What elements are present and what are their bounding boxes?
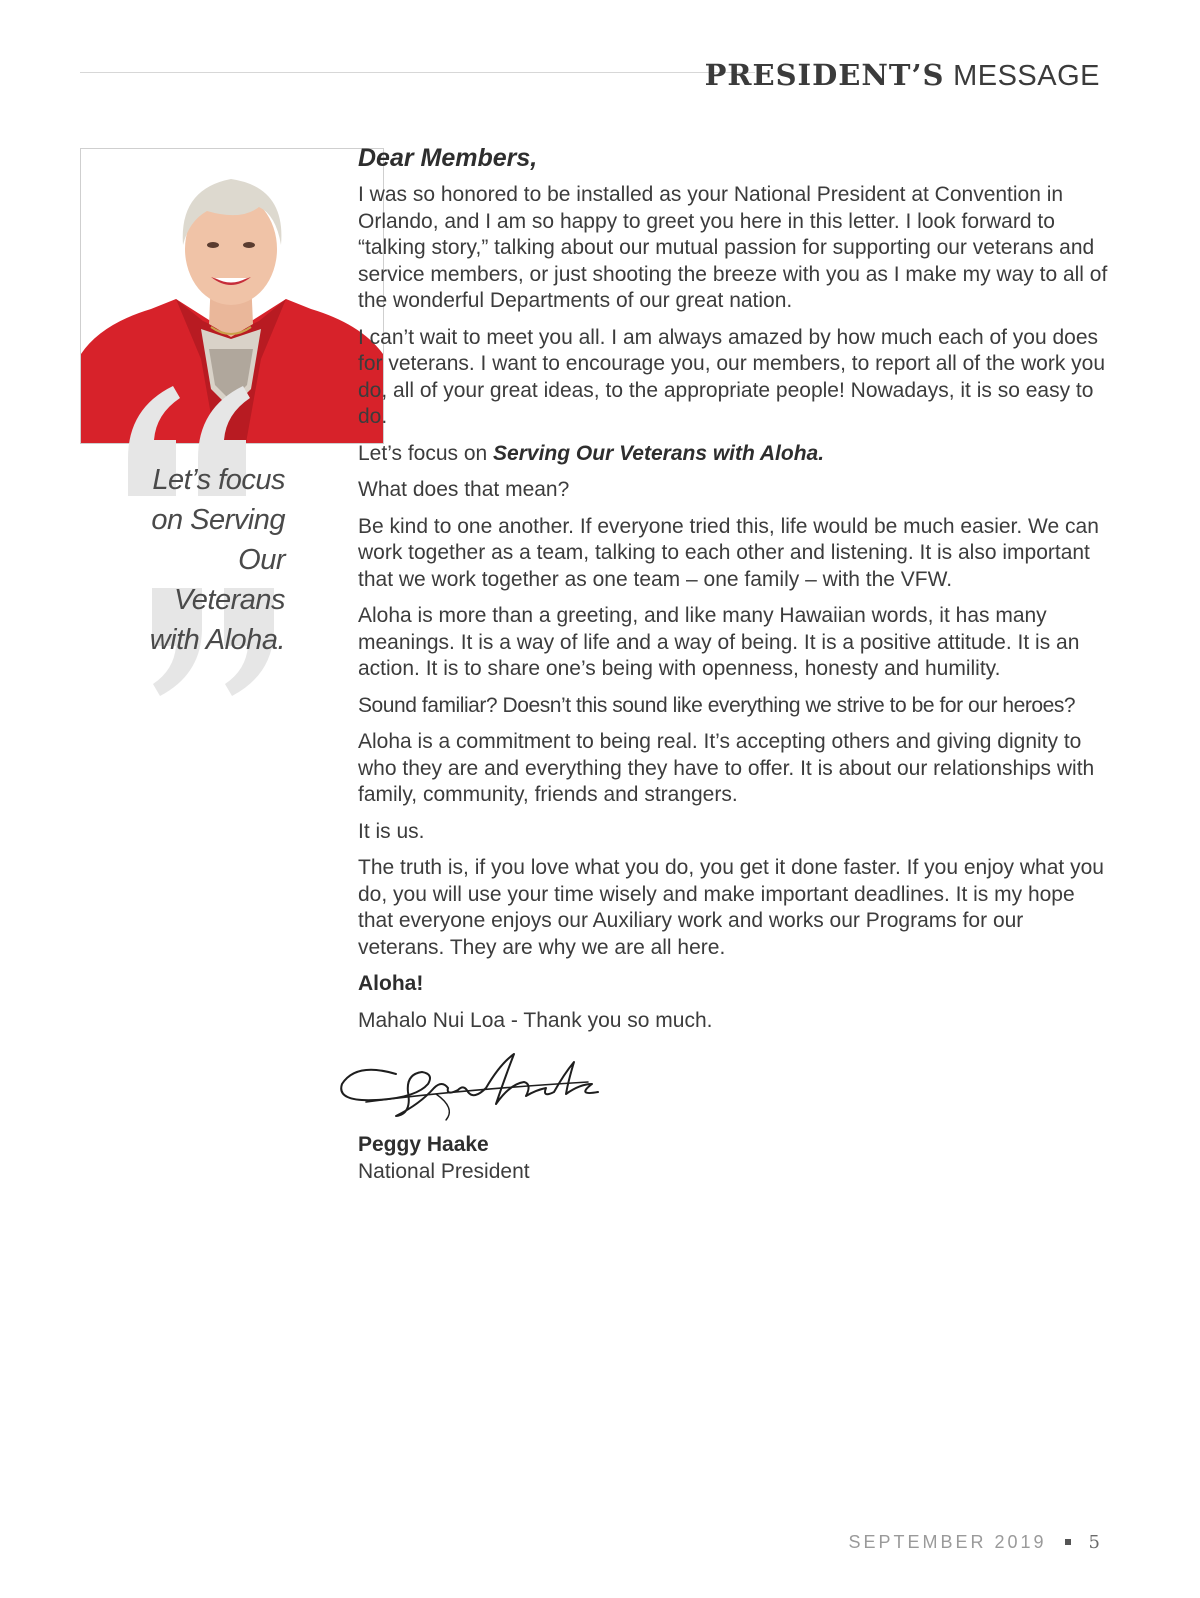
- letter-paragraph: Aloha is a commitment to being real. It’s accepting others and giving dignity to who they are and everything they have to offer. It is about our relationships with family, community, friends and strangers.: [358, 730, 1095, 806]
- letter-paragraph: What does that mean?: [358, 478, 570, 501]
- section-title: [705, 58, 1100, 93]
- letter-paragraph: I can’t wait to meet you all. I am always amazed by how much each of you does for veterans. I want to encourage you, our members, to report all of the work you do, all of your great ideas, to the appropriate people! Nowadays, it is so easy to do.: [358, 325, 1106, 428]
- letter-paragraph: I was so honored to be installed as your National President at Convention in Orlando, and I am so happy to greet you here in this letter. I look forward to “talking story,” talking about our mutual passion for supporting our veterans and service members, or just shooting the breeze with you as I make my way to all of the wonderful Departments of our great nation.: [358, 183, 1108, 312]
- page-number: 5: [1088, 1532, 1100, 1553]
- focus-emphasis: Serving Our Veterans with Aloha.: [493, 441, 825, 465]
- letter-paragraph: Be kind to one another. If everyone tried this, life would be much easier. We can work together as a team, talking to each other and listening. It is also important that we work together as one team – one family – with the VFW.: [358, 514, 1099, 591]
- pull-quote-line: on Serving: [151, 504, 285, 536]
- letter-paragraph: The truth is, if you love what you do, you get it done faster. If you enjoy what you do, you will use your time wisely and make important deadlines. It is my hope that everyone enjoys our Auxiliary work and works our Programs for our veterans. They are why we are all here.: [358, 856, 1104, 959]
- pull-quote-line: with Aloha.: [149, 624, 285, 656]
- letter-paragraph-focus: [358, 441, 1110, 468]
- closing: Aloha!: [358, 972, 424, 995]
- section-title-strong: PRESIDENT’S: [704, 58, 945, 92]
- header-divider: [80, 72, 755, 73]
- issue-date: SEPTEMBER 2019: [848, 1532, 1047, 1552]
- thanks-line: Mahalo Nui Loa - Thank you so much.: [358, 1008, 713, 1032]
- letter-paragraph: Aloha is more than a greeting, and like many Hawaiian words, it has many meanings. It is a way of life and a way of being. It is a positive attitude. It is an action. It is to share one’s being with openness, honesty and humility.: [358, 604, 1080, 680]
- letter-paragraph: It is us.: [358, 819, 425, 843]
- letter-body: [358, 142, 1110, 1185]
- footer-bullet-icon: [1065, 1539, 1071, 1545]
- signer-title: National President: [358, 1159, 530, 1183]
- letter-paragraph: Sound familiar? Doesn’t this sound like everything we strive to be for our heroes?: [358, 693, 1076, 717]
- pull-quote-line: Our Veterans: [174, 544, 285, 616]
- section-title-light: MESSAGE: [953, 60, 1100, 92]
- signer-name: Peggy Haake: [358, 1133, 489, 1156]
- pull-quote-line: Let’s focus: [152, 464, 285, 496]
- page-footer: [848, 1532, 1100, 1553]
- focus-prefix: Let’s focus on: [358, 441, 494, 465]
- pull-quote: [120, 460, 285, 660]
- salutation: Dear Members,: [358, 144, 538, 172]
- signature-icon: [336, 1044, 606, 1122]
